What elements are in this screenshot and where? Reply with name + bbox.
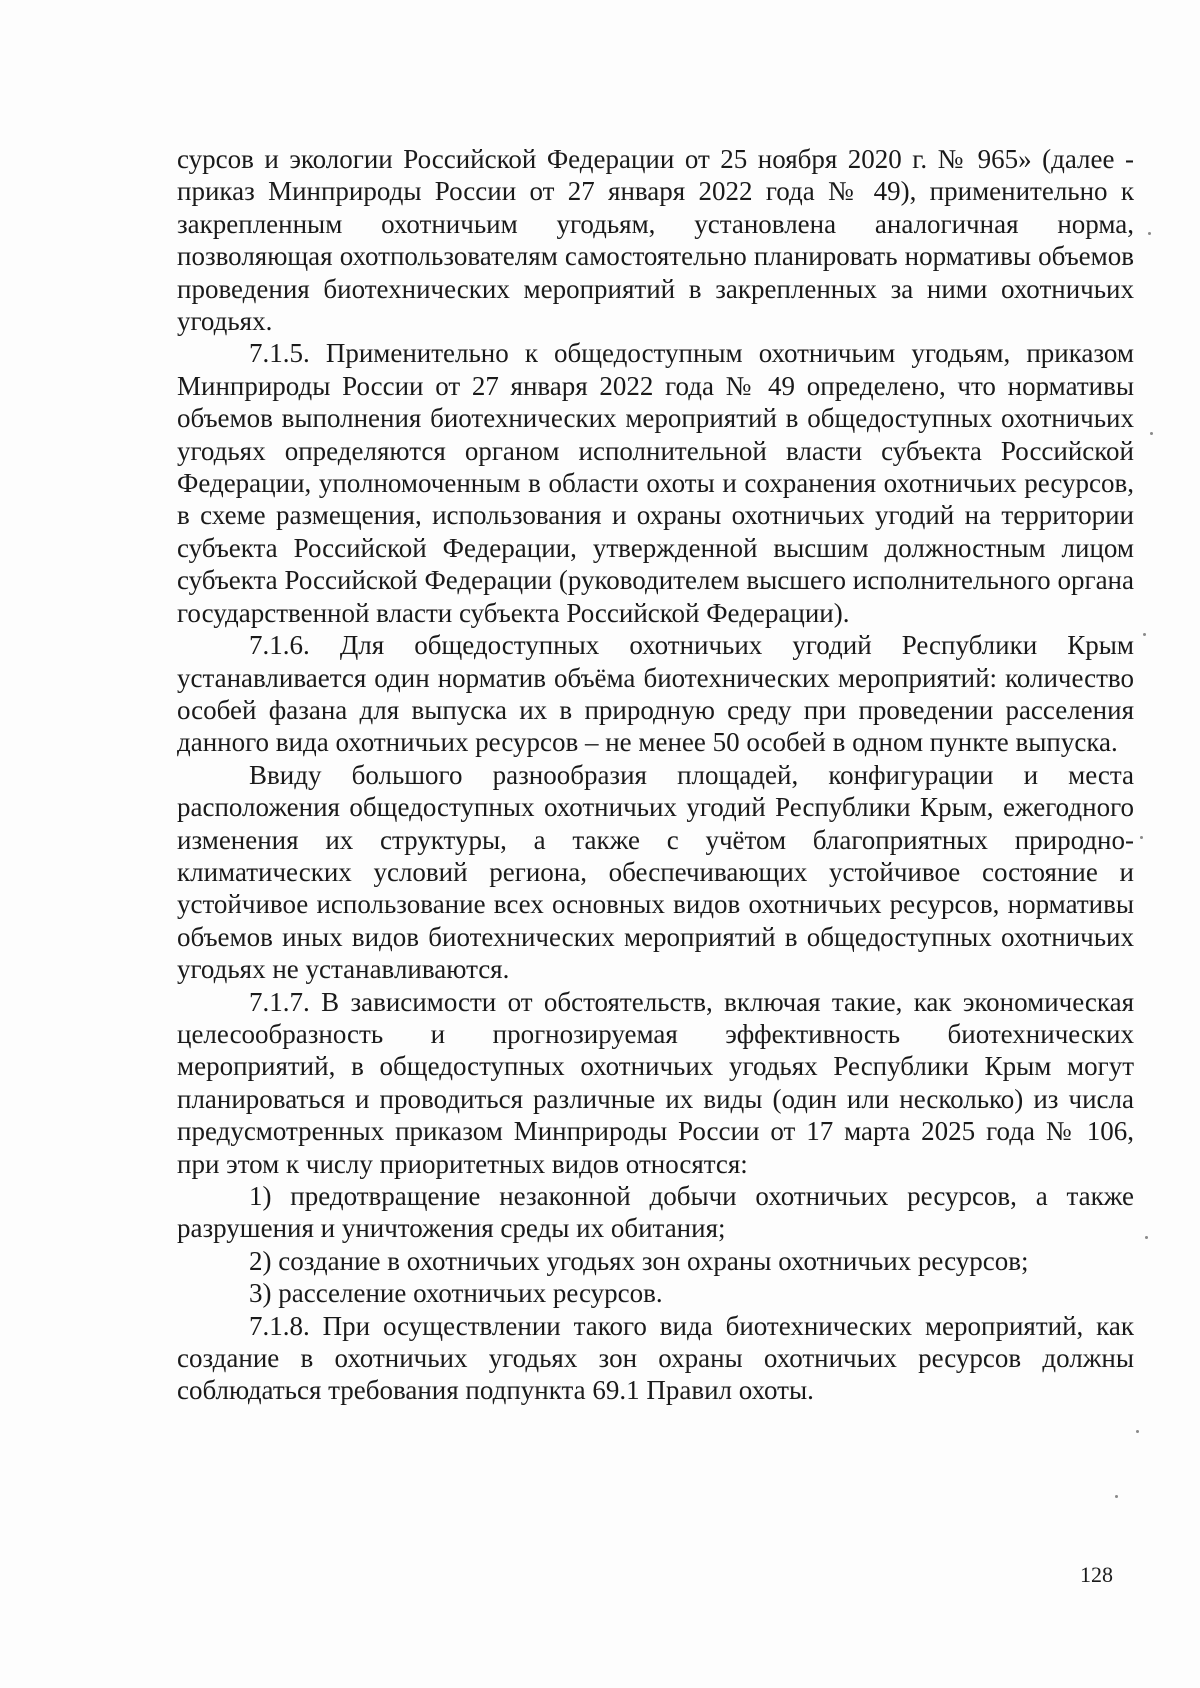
list-item-1: 1) предотвращение незаконной добычи охотничьих ресурсов, а также разрушения и уничтожения среды их обитания; [177,1181,1134,1244]
paragraph-7-1-8: 7.1.8. При осуществлении такого вида биотехнических мероприятий, как создание в охотничьих угодьях зон охраны охотничьих ресурсов должны соблюдаться требования подпункта 69.1 Правил охоты. [177,1310,1134,1406]
document-body [177,143,1134,1407]
page-number: 128 [1080,1562,1113,1587]
scan-speck [1143,633,1146,636]
scan-speck [1140,836,1143,839]
scan-speck [1145,1236,1148,1239]
scan-speck [1115,1495,1118,1498]
list-item-2: 2) создание в охотничьих угодьях зон охраны охотничьих ресурсов; [249,1245,1029,1276]
list-item-3: 3) расселение охотничьих ресурсов. [249,1278,663,1309]
paragraph-7-1-5: 7.1.5. Применительно к общедоступным охотничьим угодьям, приказом Минприроды России от 27 января 2022 года № 49 определено, что нормативы объемов выполнения биотехнических мероприятий в общедоступных охотничьих угодьях определяются органом исполнительной власти субъекта Российской Федерации, уполномоченным в области охоты и сохранения охотничьих ресурсов, в схеме размещения, использования и охраны охотничьих угодий на территории субъекта Российской Федерации, утвержденной высшим должностным лицом субъекта Российской Федерации (руководителем высшего исполнительного органа государственной власти субъекта Российской Федерации). [177,338,1134,628]
paragraph-variety: Ввиду большого разнообразия площадей, конфигурации и места расположения общедоступных охотничьих угодий Республики Крым, ежегодного изменения их структуры, а также с учётом благоприятных природно-климатических условий региона, обеспечивающих устойчивое состояние и устойчивое использование всех основных видов охотничьих ресурсов, нормативы объемов иных видов биотехнических мероприятий в общедоступных охотничьих угодьях не устанавливаются. [177,759,1134,985]
scan-speck [1150,432,1153,435]
paragraph-7-1-6: 7.1.6. Для общедоступных охотничьих угодий Республики Крым устанавливается один норматив объёма биотехнических мероприятий: количество особей фазана для выпуска их в природную среду при проведении расселения данного вида охотничьих ресурсов – не менее 50 особей в одном пункте выпуска. [177,630,1134,758]
paragraph-7-1-7: 7.1.7. В зависимости от обстоятельств, включая такие, как экономическая целесообразность и прогнозируемая эффективность биотехнических мероприятий, в общедоступных охотничьих угодьях Республики Крым могут планироваться и проводиться различные их виды (один или несколько) из числа предусмотренных приказом Минприроды России от 17 марта 2025 года № 106, при этом к числу приоритетных видов относятся: [177,986,1134,1179]
paragraph-continuation: сурсов и экологии Российской Федерации от 25 ноября 2020 г. № 965» (далее - приказ Минприроды России от 27 января 2022 года № 49), применительно к закрепленным охотничьим угодьям, установлена аналогичная норма, позволяющая охотпользователям самостоятельно планировать нормативы объемов проведения биотехнических мероприятий в закрепленных за ними охотничьих угодьях. [177,144,1134,337]
scan-speck [1148,232,1151,235]
scan-speck [1136,1430,1139,1433]
